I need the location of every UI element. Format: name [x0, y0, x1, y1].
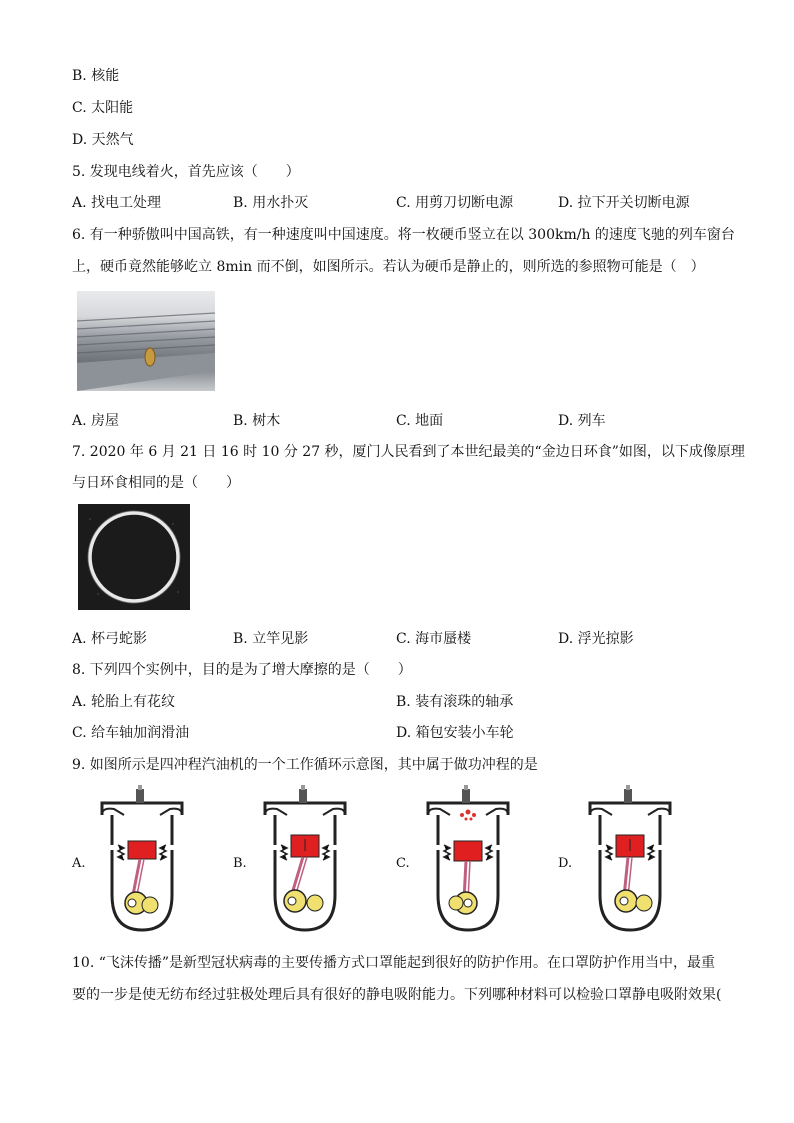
q7-option-a: A. 杯弓蛇影: [72, 631, 148, 647]
annular-eclipse-photo: [78, 504, 190, 610]
question-7-line2: 与日环食相同的是（ ）: [72, 475, 240, 491]
engine-diagram-a: [92, 785, 192, 935]
q9-label-a: A.: [72, 856, 86, 871]
q7-option-c: C. 海市蜃楼: [396, 631, 472, 647]
q5-option-a: A. 找电工处理: [72, 195, 162, 211]
q5-option-d: D. 拉下开关切断电源: [558, 195, 690, 211]
q8-option-a: A. 轮胎上有花纹: [72, 694, 176, 710]
engine-diagram-d: [580, 785, 680, 935]
question-7-line1: 7. 2020 年 6 月 21 日 16 时 10 分 27 秒，厦门人民看到了本世纪最美的“金边日环食”如图，以下成像原理: [72, 444, 745, 460]
q6-option-c: C. 地面: [396, 413, 444, 429]
question-10-line1: 10. “飞沫传播”是新型冠状病毒的主要传播方式口罩能起到很好的防护作用。在口罩防护作用当中，最重: [72, 955, 716, 971]
q6-option-b: B. 树木: [233, 413, 281, 429]
engine-diagram-b: [255, 785, 355, 935]
q7-option-b: B. 立竿见影: [233, 631, 309, 647]
q8-option-c: C. 给车轴加润滑油: [72, 725, 190, 741]
q6-option-d: D. 列车: [558, 413, 606, 429]
q9-label-d: D.: [558, 856, 573, 871]
q9-label-b: B.: [233, 856, 247, 871]
q8-option-b: B. 装有滚珠的轴承: [396, 694, 514, 710]
question-6-line1: 6. 有一种骄傲叫中国高铁，有一种速度叫中国速度。将一枚硬币竖立在以 300km/h 的速度飞驰的列车窗台: [72, 227, 735, 243]
question-6-line2: 上，硬币竟然能够屹立 8min 而不倒，如图所示。若认为硬币是静止的，则所选的参照物可能是（ ）: [72, 259, 705, 275]
train-window-coin-photo: [77, 291, 215, 391]
question-9: 9. 如图所示是四冲程汽油机的一个工作循环示意图，其中属于做功冲程的是: [72, 757, 538, 773]
q9-label-c: C.: [396, 856, 410, 871]
question-10-line2: 要的一步是使无纺布经过驻极处理后具有很好的静电吸附能力。下列哪种材料可以检验口罩静电吸附效果(: [72, 987, 722, 1003]
question-8: 8. 下列四个实例中，目的是为了增大摩擦的是（ ）: [72, 662, 412, 678]
option-d-gas: D. 天然气: [72, 132, 134, 148]
q8-option-d: D. 箱包安装小车轮: [396, 725, 514, 741]
q5-option-b: B. 用水扑灭: [233, 195, 309, 211]
engine-diagram-c: [418, 785, 518, 935]
q6-option-a: A. 房屋: [72, 413, 120, 429]
option-b-nuclear: B. 核能: [72, 68, 120, 84]
option-c-solar: C. 太阳能: [72, 100, 134, 116]
question-5: 5. 发现电线着火，首先应该（ ）: [72, 164, 300, 180]
q5-option-c: C. 用剪刀切断电源: [396, 195, 514, 211]
q7-option-d: D. 浮光掠影: [558, 631, 634, 647]
